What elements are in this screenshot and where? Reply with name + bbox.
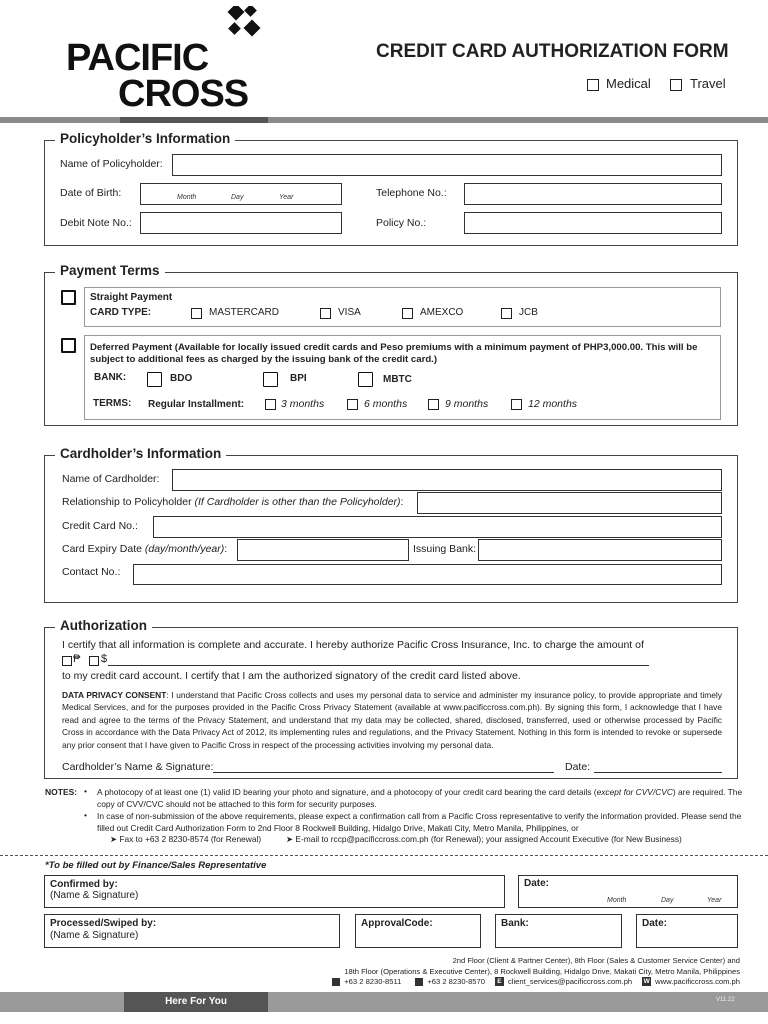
expiry-colon: : [224, 543, 228, 555]
note-1-text-a: A photocopy of at least one (1) valid ID bearing your photo and signature, and a photocopy of your credit card bearing the card details ( [97, 787, 597, 797]
processed-by-sub: (Name & Signature) [50, 930, 139, 941]
footer-version: V11.22 [716, 997, 735, 1003]
footer-email[interactable]: client_services@pacificcross.com.ph [507, 977, 633, 986]
footer-phone-1: +63 2 8230-8511 [344, 977, 402, 986]
travel-label: Travel [690, 76, 726, 91]
straight-payment-panel [84, 287, 721, 327]
payment-terms-legend: Payment Terms [55, 263, 165, 278]
header-divider-accent [120, 117, 268, 123]
cardholder-name-input[interactable] [172, 469, 722, 491]
mbtc-checkbox[interactable] [358, 372, 373, 387]
visa-checkbox[interactable] [320, 308, 331, 319]
term-6-months-checkbox[interactable] [347, 399, 358, 410]
finance-date2-label: Date: [642, 918, 668, 929]
jcb-label: JCB [519, 307, 538, 318]
footer-address-2: 18th Floor (Operations & Executive Center), 8 Rockwell Building, Hidalgo Drive, Makati City, Metro Manila, Philippines [344, 967, 740, 976]
relationship-input[interactable] [417, 492, 722, 514]
fax-note [110, 834, 261, 844]
logo-text-cross: CROSS [118, 73, 249, 115]
dob-month-hint: Month [177, 194, 197, 201]
footer-address-1: 2nd Floor (Client & Partner Center), 8th Floor (Sales & Customer Service Center) and [452, 956, 740, 965]
expiry-label [62, 543, 227, 555]
relationship-label-text: Relationship to Policyholder [62, 496, 192, 508]
contact-no-input[interactable] [133, 564, 722, 585]
logo-text-pacific: PACIFIC [66, 37, 209, 79]
bpi-checkbox[interactable] [263, 372, 278, 387]
privacy-heading: DATA PRIVACY CONSENT [62, 690, 167, 700]
debit-note-input[interactable] [140, 212, 342, 234]
finance-header: *To be filled out by Finance/Sales Representative [45, 860, 267, 871]
deferred-payment-text: Deferred Payment (Available for locally issued credit cards and Peso premiums with a minimum payment of PHP3,000.00. This will be subject to additional fees as charged by the issuing bank of the credit card.) [90, 342, 698, 365]
policyholder-name-label: Name of Policyholder: [60, 158, 163, 170]
bdo-label: BDO [170, 373, 193, 384]
phone-icon [332, 978, 340, 986]
cardholder-legend: Cardholder’s Information [55, 446, 226, 461]
account-text: to my credit card account. I certify that I am the authorized signatory of the credit card listed above. [62, 670, 521, 682]
amount-input-line[interactable] [108, 665, 649, 666]
signature-label: Cardholder’s Name & Signature: [62, 761, 214, 773]
fax-icon [415, 978, 423, 986]
finance-bank-label: Bank: [501, 918, 529, 929]
issuing-bank-input[interactable] [478, 539, 722, 561]
processed-by-label: Processed/Swiped by: [50, 918, 157, 929]
certify-text: I certify that all information is complete and accurate. I hereby authorize Pacific Cross Insurance, Inc. to charge the amount of [62, 639, 644, 651]
deferred-payment-checkbox[interactable] [61, 338, 76, 353]
confirmed-by-label: Confirmed by: [50, 879, 118, 890]
web-icon: W [643, 978, 650, 985]
bpi-label: BPI [290, 373, 307, 384]
mastercard-label: MASTERCARD [209, 307, 280, 318]
finance-date-box[interactable] [518, 875, 738, 908]
arrow-right-icon: ➤ [110, 834, 118, 844]
terms-label: TERMS: [93, 398, 132, 409]
privacy-paragraph [62, 689, 722, 751]
dollar-checkbox[interactable] [89, 656, 99, 666]
bank-label: BANK: [94, 372, 127, 383]
dob-day-hint: Day [231, 194, 244, 201]
term-9-months-checkbox[interactable] [428, 399, 439, 410]
policy-no-label: Policy No.: [376, 217, 427, 229]
relationship-note: (If Cardholder is other than the Policyholder) [194, 496, 401, 508]
privacy-text: : I understand that Pacific Cross collects and uses my personal data to service and administer my insurance policy, to provide appropriate and timely Medical Services, and for the purposes provided in the Pacific Cross Privacy Statement (available at www.pacificcross.com.ph). By signing this form, I acknowledge that I have read and agree to the terms of the Privacy Statement, and understand that my data may be collected, shared, disclosed, transferred, used or otherwise processed by Pacific Cross in accordance with the Data Privacy Act of 2012, its implementing rules and regulations, and the Privacy Statement. Nothing in this form is intended to revoke or supersede any prior consent that I have given to Pacific Cross in respect of the processing activities involving my personal data. [62, 690, 722, 750]
peso-symbol: ₱ [73, 653, 81, 665]
signature-line[interactable] [213, 772, 554, 773]
form-title: CREDIT CARD AUTHORIZATION FORM [376, 41, 729, 62]
footer-tagline: Here For You [124, 992, 268, 1012]
regular-installment-label: Regular Installment: [148, 399, 245, 410]
relationship-colon: : [400, 496, 404, 508]
term-12-months-checkbox[interactable] [511, 399, 522, 410]
fax-text: Fax to +63 2 8230-8574 (for Renewal) [119, 834, 262, 844]
medical-checkbox[interactable] [587, 79, 599, 91]
term-3-months-label: 3 months [281, 398, 325, 410]
note-2-bullet: • [84, 810, 87, 820]
issuing-bank-label: Issuing Bank: [413, 543, 477, 555]
notes-label: NOTES: [45, 787, 78, 797]
medical-label: Medical [606, 76, 651, 91]
finance-month-hint: Month [607, 897, 627, 904]
note-1-text-b: ) are required. The copy of CVV/CVC should not be attached to this form for security purposes. [97, 787, 743, 809]
policyholder-legend: Policyholder’s Information [55, 131, 235, 146]
footer-bar [0, 992, 768, 1012]
policy-no-input[interactable] [464, 212, 722, 234]
footer-phone-2: +63 2 8230-8570 [427, 977, 485, 986]
finance-divider-dashed [0, 855, 768, 856]
jcb-checkbox[interactable] [501, 308, 512, 319]
dob-label: Date of Birth: [60, 187, 122, 199]
policyholder-name-input[interactable] [172, 154, 722, 176]
note-1-italic: except for CVV/CVC [596, 787, 673, 797]
travel-checkbox[interactable] [670, 79, 682, 91]
relationship-label [62, 496, 403, 508]
arrow-right-icon: ➤ [286, 834, 294, 844]
confirmed-by-sub: (Name & Signature) [50, 890, 139, 901]
telephone-input[interactable] [464, 183, 722, 205]
dollar-symbol: $ [101, 653, 108, 665]
telephone-label: Telephone No.: [376, 187, 447, 199]
note-2: In case of non-submission of the above requirements, please expect a confirmation call from a Pacific Cross representative to verify the information provided. Please send the filled out Credit Card Authorization Form to 2nd Floor 8 Rockwell Building, Hidalgo Drive, Makati City, Metro Manila, Philippines, or [97, 811, 742, 833]
finance-day-hint: Day [661, 897, 674, 904]
note-1-bullet: • [84, 786, 87, 796]
email-icon: E [495, 977, 504, 986]
bdo-checkbox[interactable] [147, 372, 162, 387]
footer-contacts [332, 977, 740, 986]
straight-payment-checkbox[interactable] [61, 290, 76, 305]
dob-year-hint: Year [279, 194, 294, 201]
card-type-label: CARD TYPE: [90, 307, 152, 318]
logo-cross-icon [226, 6, 266, 46]
peso-checkbox[interactable] [62, 656, 72, 666]
debit-note-label: Debit Note No.: [60, 217, 132, 229]
term-9-months-label: 9 months [445, 398, 489, 410]
term-6-months-label: 6 months [364, 398, 408, 410]
expiry-note: (day/month/year) [144, 543, 225, 555]
contact-no-label: Contact No.: [62, 566, 121, 578]
note-1 [97, 787, 745, 810]
authorization-legend: Authorization [55, 618, 152, 633]
mbtc-label: MBTC [383, 374, 412, 385]
straight-payment-title: Straight Payment [90, 292, 173, 303]
signature-date-line[interactable] [594, 772, 722, 773]
expiry-label-text: Card Expiry Date [62, 543, 142, 555]
visa-label: VISA [338, 307, 361, 318]
finance-year-hint: Year [707, 897, 722, 904]
amexco-checkbox[interactable] [402, 308, 413, 319]
email-text: E-mail to rccp@pacificcross.com.ph (for Renewal); your assigned Account Executive (for New Business) [295, 834, 682, 844]
credit-card-no-input[interactable] [153, 516, 722, 538]
approval-code-label: ApprovalCode: [361, 918, 433, 929]
signature-date-label: Date: [565, 761, 591, 773]
finance-date-label: Date: [524, 878, 550, 889]
mastercard-checkbox[interactable] [191, 308, 202, 319]
header-divider-bar [0, 117, 768, 123]
amexco-label: AMEXCO [420, 307, 464, 318]
email-note [286, 834, 682, 844]
term-12-months-label: 12 months [528, 398, 578, 410]
credit-card-no-label: Credit Card No.: [62, 520, 138, 532]
expiry-input[interactable] [237, 539, 409, 561]
cardholder-name-label: Name of Cardholder: [62, 473, 160, 485]
term-3-months-checkbox[interactable] [265, 399, 276, 410]
footer-web[interactable]: www.pacificcross.com.ph [655, 977, 740, 986]
